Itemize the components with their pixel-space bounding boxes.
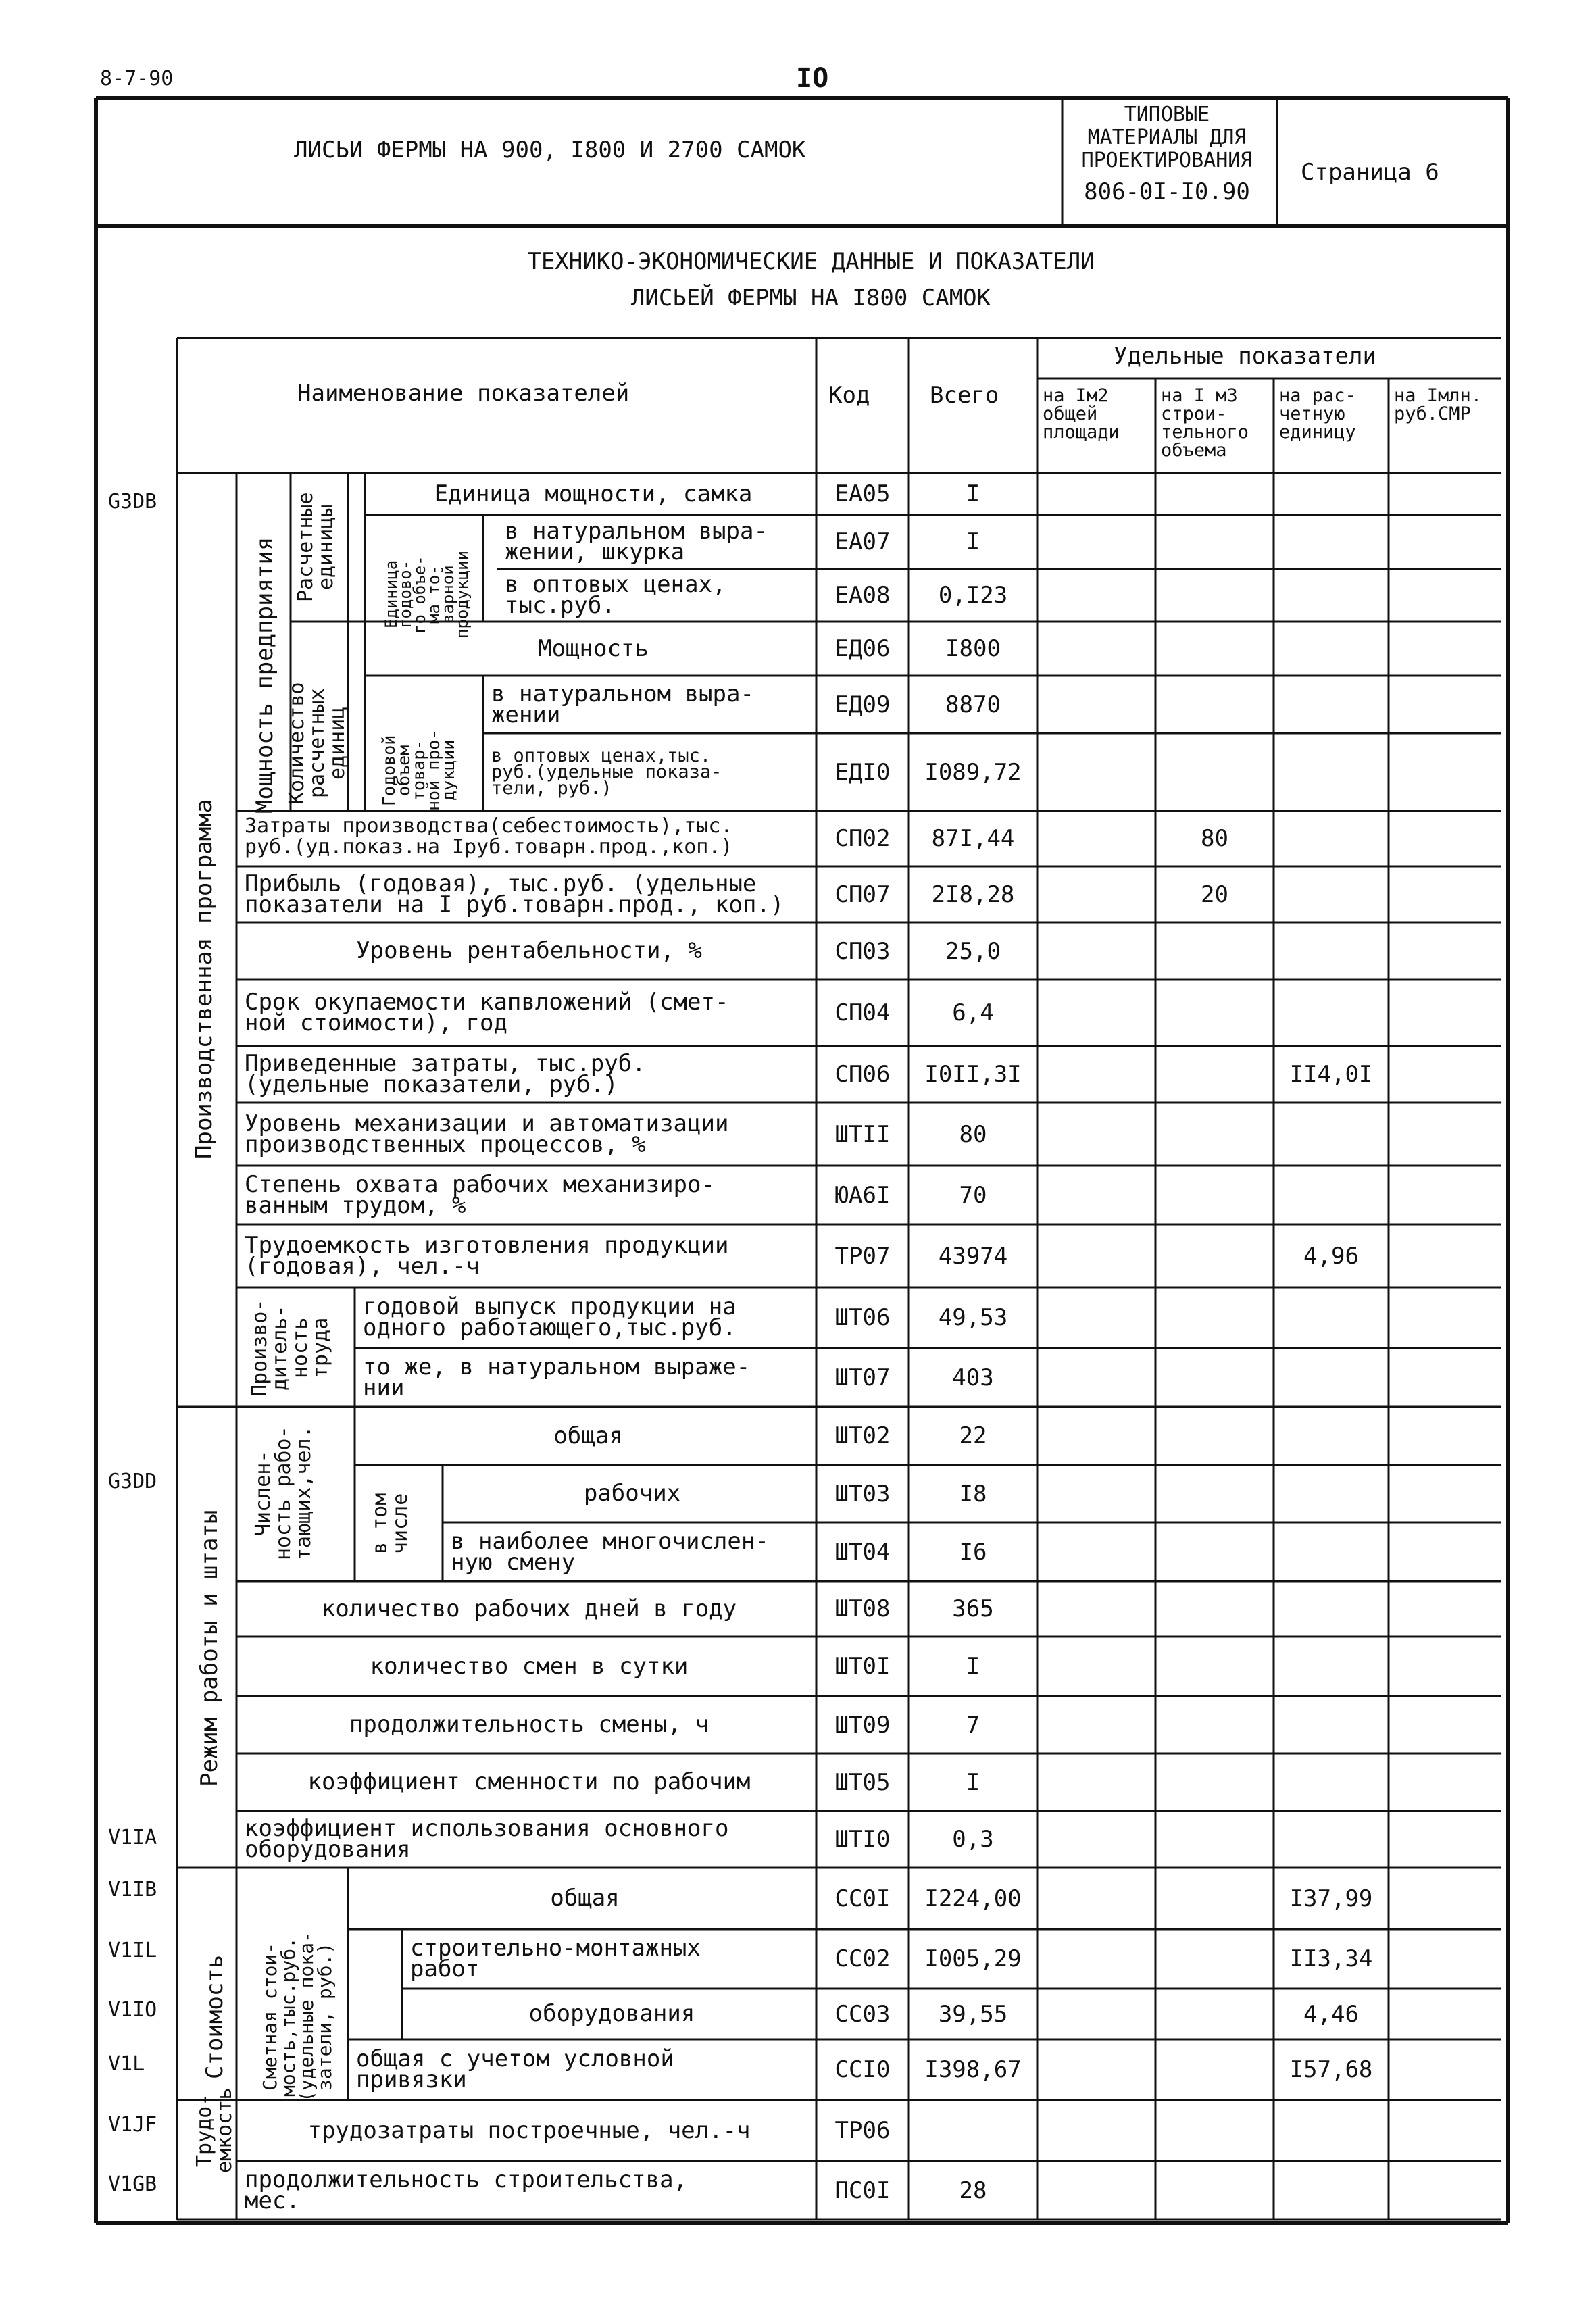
left-code: G3DB xyxy=(108,490,157,514)
specific-col-header-line: на рас- xyxy=(1279,385,1356,406)
row-name-line: тели, руб.) xyxy=(491,777,612,799)
row-total: 403 xyxy=(952,1364,994,1391)
row-name-line: работ xyxy=(410,1956,480,1983)
row-total: I xyxy=(966,480,980,507)
row-name-line: общая xyxy=(550,1885,620,1912)
row-name-line: коэффициент использования основного xyxy=(245,1815,729,1842)
table-row xyxy=(0,980,1596,1046)
row-name xyxy=(245,2116,814,2144)
row-total: I xyxy=(966,1768,980,1796)
page-label: Страница 6 xyxy=(1301,159,1439,186)
group-label-annual-volume: дукции xyxy=(439,739,458,801)
specific-col-header-line: на Iм2 xyxy=(1043,385,1109,406)
specific-col-header-line: четную xyxy=(1279,403,1345,424)
row-name-line: ванным трудом, % xyxy=(245,1191,466,1219)
row-name-line: коэффициент сменности по рабочим xyxy=(307,1768,751,1795)
group-label-including: числе xyxy=(389,1493,412,1554)
row-code: СС03 xyxy=(834,2000,891,2028)
row-code: СП02 xyxy=(834,825,891,852)
section-title-line-2: ЛИСЬЕЙ ФЕРМЫ НА I800 САМОК xyxy=(630,284,991,312)
row-name xyxy=(245,1050,814,1098)
row-name-line: Приведенные затраты, тыс.руб. xyxy=(245,1050,646,1077)
row-name-line: количество смен в сутки xyxy=(370,1652,689,1680)
table-row xyxy=(0,866,1596,922)
row-code: ЕДI0 xyxy=(834,758,891,786)
group-label-annual-volume-unit: го объе- xyxy=(410,555,429,634)
group-label-estimated-cost: Сметная стои- xyxy=(259,1943,281,2091)
row-spec-m3: 20 xyxy=(1201,880,1228,908)
row-name-line: рабочих xyxy=(583,1480,681,1507)
series-code: 806-0I-I0.90 xyxy=(1084,178,1250,205)
row-total: 70 xyxy=(959,1181,987,1209)
left-code: G3DD xyxy=(108,1470,157,1493)
row-name xyxy=(505,518,814,566)
row-code: ЕА05 xyxy=(834,480,891,507)
row-name-line: нии xyxy=(363,1374,405,1401)
group-label-estimated-cost: (удельные пока- xyxy=(295,1931,318,2102)
row-code: ШТ02 xyxy=(834,1422,891,1449)
row-name-line: Единица мощности, самка xyxy=(434,480,753,507)
specific-col-header-line: на Iмлн. xyxy=(1394,385,1482,406)
row-code: ШТ06 xyxy=(834,1304,891,1331)
header-code-col: Код xyxy=(828,382,870,409)
row-name-line: (годовая), чел.-ч xyxy=(245,1252,480,1280)
table-row xyxy=(0,2039,1596,2100)
row-total: I089,72 xyxy=(924,758,1022,786)
series-line-2: МАТЕРИАЛЫ ДЛЯ xyxy=(1087,126,1247,149)
row-total: 49,53 xyxy=(938,1304,1008,1331)
row-name-line: одного работающего,тыс.руб. xyxy=(363,1314,737,1341)
row-spec-unit: II3,34 xyxy=(1289,1945,1373,1972)
table-row xyxy=(0,1637,1596,1696)
row-spec-unit: 4,46 xyxy=(1303,2000,1359,2028)
row-name-line: строительно-монтажных xyxy=(410,1935,701,1962)
row-name-line: Прибыль (годовая), тыс.руб. (удельные xyxy=(245,870,757,897)
left-code: V1IO xyxy=(108,1998,157,2022)
row-name xyxy=(451,1480,814,1507)
specific-col-header-line: руб.СМР xyxy=(1394,403,1471,424)
document-date: 8-7-90 xyxy=(100,67,174,91)
row-total: I224,00 xyxy=(924,1885,1022,1912)
row-spec-unit: I37,99 xyxy=(1289,1885,1373,1912)
row-code: ЕД06 xyxy=(834,635,891,662)
row-name-line: в оптовых ценах, xyxy=(505,571,726,598)
row-total: 87I,44 xyxy=(931,825,1015,852)
row-name-line: Уровень рентабельности, % xyxy=(356,937,702,964)
table-row xyxy=(0,1522,1596,1581)
row-code: ТР06 xyxy=(834,2117,891,2144)
section-title-line-1: ТЕХНИКО-ЭКОНОМИЧЕСКИЕ ДАННЫЕ И ПОКАЗАТЕЛИ xyxy=(527,248,1095,275)
group-label-calc-units-count: единиц xyxy=(326,706,349,780)
series-line-3: ПРОЕКТИРОВАНИЯ xyxy=(1081,149,1253,172)
specific-col-header-line: единицу xyxy=(1279,422,1356,443)
table-row xyxy=(0,1166,1596,1224)
row-total: I xyxy=(966,1653,980,1680)
row-name xyxy=(356,1885,814,1912)
row-name xyxy=(491,745,814,799)
group-label-annual-volume-unit: ма то- xyxy=(424,565,443,624)
header-specific-group: Удельные показатели xyxy=(1114,343,1376,370)
row-code: ССI0 xyxy=(834,2056,891,2083)
left-code: V1IA xyxy=(108,1826,157,1849)
row-total: 365 xyxy=(952,1595,994,1622)
row-name-line: показатели на I руб.товарн.прод., коп.) xyxy=(245,891,784,918)
table-row xyxy=(0,1811,1596,1868)
row-total: 28 xyxy=(959,2176,987,2204)
row-total: I398,67 xyxy=(924,2056,1022,2083)
table-row xyxy=(0,2100,1596,2161)
group-label-work-mode-staff: Режим работы и штаты xyxy=(196,1510,223,1787)
row-name xyxy=(245,816,814,858)
group-label-calc-units-count: Количество xyxy=(285,682,309,804)
row-name-line: оборудования xyxy=(245,1836,411,1863)
group-label-production-program: Производственная программа xyxy=(191,799,218,1160)
table-row xyxy=(0,1287,1596,1348)
row-name-line: годовой выпуск продукции на xyxy=(363,1293,737,1320)
left-code: V1L xyxy=(108,2052,145,2076)
row-name xyxy=(245,1170,814,1219)
row-name-line: Затраты производства(себестоимость),тыс. xyxy=(245,814,733,838)
row-total: I6 xyxy=(959,1538,987,1566)
row-name-line: мес. xyxy=(245,2187,300,2214)
row-name-line: трудозатраты построечные, чел.-ч xyxy=(307,2116,751,2144)
row-total: 2I8,28 xyxy=(931,880,1015,908)
specific-col-header-line: на I м3 xyxy=(1161,385,1238,406)
table-row xyxy=(0,1224,1596,1287)
table-row xyxy=(0,1348,1596,1407)
row-code: ШТ0I xyxy=(834,1653,891,1680)
row-code: ЕА07 xyxy=(834,528,891,555)
table-row xyxy=(0,1696,1596,1753)
left-code: V1IB xyxy=(108,1878,157,1901)
row-spec-m3: 80 xyxy=(1201,825,1228,852)
row-code: ТР07 xyxy=(834,1242,891,1270)
row-code: ШТII xyxy=(834,1120,891,1148)
group-label-labour-intensity: емкость xyxy=(213,2087,236,2173)
row-name-line: то же, в натуральном выраже- xyxy=(363,1353,751,1380)
row-name xyxy=(245,1711,814,1738)
row-total: 39,55 xyxy=(938,2000,1008,2028)
row-name xyxy=(363,1353,814,1401)
row-code: ШТ05 xyxy=(834,1768,891,1796)
specific-col-header-line: строи- xyxy=(1161,403,1227,424)
row-total: I xyxy=(966,528,980,555)
row-total: 7 xyxy=(966,1711,980,1739)
group-label-calc-units: Расчетные xyxy=(294,492,318,602)
header-title: ЛИСЬИ ФЕРМЫ НА 900, I800 И 2700 САМОК xyxy=(294,136,806,164)
row-total: I8 xyxy=(959,1480,987,1508)
specific-col-header-line: тельного xyxy=(1161,422,1249,443)
row-total: 0,3 xyxy=(952,1826,994,1853)
specific-col-header-line: объема xyxy=(1161,440,1227,461)
row-name xyxy=(245,1768,814,1795)
table-row xyxy=(0,569,1596,622)
table-row xyxy=(0,811,1596,866)
row-total: 25,0 xyxy=(945,937,1001,965)
specific-col-header-line: площади xyxy=(1043,422,1120,443)
row-name-line: оборудования xyxy=(528,2000,695,2027)
row-name xyxy=(245,1815,814,1863)
row-code: ШТ07 xyxy=(834,1364,891,1391)
row-name xyxy=(245,1110,814,1158)
row-code: ШТI0 xyxy=(834,1826,891,1853)
row-name-line: Уровень механизации и автоматизации xyxy=(245,1110,729,1137)
page-number: IO xyxy=(796,63,829,94)
header-total-col: Всего xyxy=(930,382,999,409)
row-name xyxy=(245,989,814,1037)
table-row xyxy=(0,515,1596,569)
row-name-line: в натуральном выра- xyxy=(491,680,754,707)
specific-col-header-line: общей xyxy=(1043,403,1098,424)
row-name xyxy=(373,634,814,662)
row-name-line: общая xyxy=(553,1422,623,1449)
row-code: ШТ03 xyxy=(834,1480,891,1508)
table-row xyxy=(0,2161,1596,2220)
row-name-line: в натуральном выра- xyxy=(505,518,768,545)
group-label-labour-productivity: дитель- xyxy=(268,1305,292,1391)
row-name xyxy=(373,480,814,507)
table-row xyxy=(0,733,1596,811)
row-code: ЕД09 xyxy=(834,691,891,718)
row-name-line: руб.(удельные показа- xyxy=(491,761,722,782)
row-name-line: Мощность xyxy=(538,634,649,662)
group-label-estimated-cost: затели, руб.) xyxy=(314,1943,336,2091)
group-label-annual-volume: ной про- xyxy=(424,729,443,811)
row-name-line: Трудоемкость изготовления продукции xyxy=(245,1231,729,1259)
row-name xyxy=(245,937,814,964)
row-code: ЕА08 xyxy=(834,582,891,609)
row-name-line: производственных процессов, % xyxy=(245,1130,646,1158)
group-label-annual-volume: Годовой xyxy=(379,735,399,806)
table-row xyxy=(0,1103,1596,1166)
row-name-line: ной стоимости), год xyxy=(245,1010,507,1037)
row-name-line: (удельные показатели, руб.) xyxy=(245,1071,618,1098)
row-code: СП07 xyxy=(834,880,891,908)
row-total: 43974 xyxy=(938,1242,1008,1270)
row-total: 8870 xyxy=(945,691,1001,718)
table-row xyxy=(0,473,1596,515)
row-total: 80 xyxy=(959,1120,987,1148)
left-code: V1JF xyxy=(108,2113,157,2137)
row-code: ШТ09 xyxy=(834,1711,891,1739)
table-row xyxy=(0,1868,1596,1929)
table-row xyxy=(0,1929,1596,1989)
row-name xyxy=(363,1422,814,1449)
left-code: V1GB xyxy=(108,2172,157,2196)
group-label-estimated-cost: мость,тыс.руб. xyxy=(277,1937,299,2097)
row-name xyxy=(451,1527,814,1576)
row-code: ПС0I xyxy=(834,2176,891,2204)
group-label-including: в том xyxy=(368,1493,392,1554)
row-name xyxy=(245,2166,814,2214)
row-name-line: тыс.руб. xyxy=(505,592,616,619)
left-code: V1IL xyxy=(108,1939,157,1962)
group-label-annual-volume-unit: продукции xyxy=(453,550,472,639)
row-name-line: общая с учетом условной xyxy=(356,2045,674,2072)
group-label-workers-count: ность рабо- xyxy=(272,1426,295,1560)
group-label-annual-volume-unit: Единица xyxy=(382,560,401,629)
row-total: 0,I23 xyxy=(938,582,1008,609)
group-label-workers-count: Числен- xyxy=(251,1450,275,1536)
table-row xyxy=(0,1581,1596,1637)
row-total: I0II,3I xyxy=(924,1061,1022,1088)
row-name xyxy=(363,1293,814,1341)
table-row xyxy=(0,622,1596,676)
row-name-line: привязки xyxy=(356,2066,467,2093)
table-row xyxy=(0,1989,1596,2039)
row-total: 22 xyxy=(959,1422,987,1449)
group-label-labour-intensity: Трудо- xyxy=(193,2093,216,2167)
row-total: I005,29 xyxy=(924,1945,1022,1972)
row-code: ШТ08 xyxy=(834,1595,891,1622)
group-label-calc-units: единицы xyxy=(314,504,338,590)
row-spec-unit: II4,0I xyxy=(1289,1061,1373,1088)
row-code: ЮА6I xyxy=(834,1181,891,1209)
row-total: I800 xyxy=(945,635,1001,662)
series-line-1: ТИПОВЫЕ xyxy=(1124,103,1210,126)
row-name-line: в наиболее многочислен- xyxy=(451,1527,769,1555)
row-name xyxy=(245,1595,814,1622)
group-label-annual-volume: товар- xyxy=(409,739,428,801)
row-name-line: продолжительность смены, ч xyxy=(349,1711,709,1738)
row-code: СП03 xyxy=(834,937,891,965)
group-label-annual-volume-unit: варной xyxy=(439,565,457,624)
group-label-cost: Стоимость xyxy=(201,1954,228,2079)
row-code: ШТ04 xyxy=(834,1538,891,1566)
header-name-col: Наименование показателей xyxy=(297,380,630,407)
group-label-labour-productivity: ность xyxy=(289,1317,312,1378)
table-row xyxy=(0,1407,1596,1465)
table-row xyxy=(0,1046,1596,1103)
row-spec-unit: I57,68 xyxy=(1289,2056,1373,2083)
group-label-annual-volume-unit: годово- xyxy=(396,560,415,629)
row-name-line: в оптовых ценах,тыс. xyxy=(491,745,712,766)
row-code: СС0I xyxy=(834,1885,891,1912)
row-name xyxy=(245,1652,814,1680)
row-code: СС02 xyxy=(834,1945,891,1972)
group-label-annual-volume: объем xyxy=(394,745,414,796)
row-name-line: жении xyxy=(491,701,561,728)
row-name-line: Степень охвата рабочих механизиро- xyxy=(245,1170,715,1198)
group-label-labour-productivity: Произво- xyxy=(248,1299,272,1397)
group-label-enterprise-capacity: Мощность предприятия xyxy=(251,537,278,814)
table-row xyxy=(0,676,1596,733)
row-name-line: жении, шкурка xyxy=(505,539,685,566)
row-name xyxy=(491,680,814,728)
row-name-line: продолжительность строительства, xyxy=(245,2166,688,2193)
row-name-line: руб.(уд.показ.на Iруб.товарн.прод.,коп.) xyxy=(245,835,733,859)
row-name-line: Срок окупаемости капвложений (смет- xyxy=(245,989,729,1016)
row-name xyxy=(245,870,814,918)
row-name xyxy=(505,571,814,619)
row-name xyxy=(410,2000,814,2027)
row-total: 6,4 xyxy=(952,999,994,1026)
row-name xyxy=(356,2045,814,2093)
row-code: СП06 xyxy=(834,1061,891,1088)
row-name xyxy=(245,1231,814,1280)
row-spec-unit: 4,96 xyxy=(1303,1242,1359,1270)
group-label-labour-productivity: труда xyxy=(309,1317,332,1378)
row-code: СП04 xyxy=(834,999,891,1026)
row-name-line: количество рабочих дней в году xyxy=(321,1595,737,1622)
group-label-calc-units-count: расчетных xyxy=(305,688,329,798)
table-row xyxy=(0,1465,1596,1522)
table-row xyxy=(0,1753,1596,1811)
row-name-line: ную смену xyxy=(451,1548,576,1576)
row-name xyxy=(410,1935,814,1983)
group-label-workers-count: тающих,чел. xyxy=(292,1426,316,1560)
table-row xyxy=(0,922,1596,980)
